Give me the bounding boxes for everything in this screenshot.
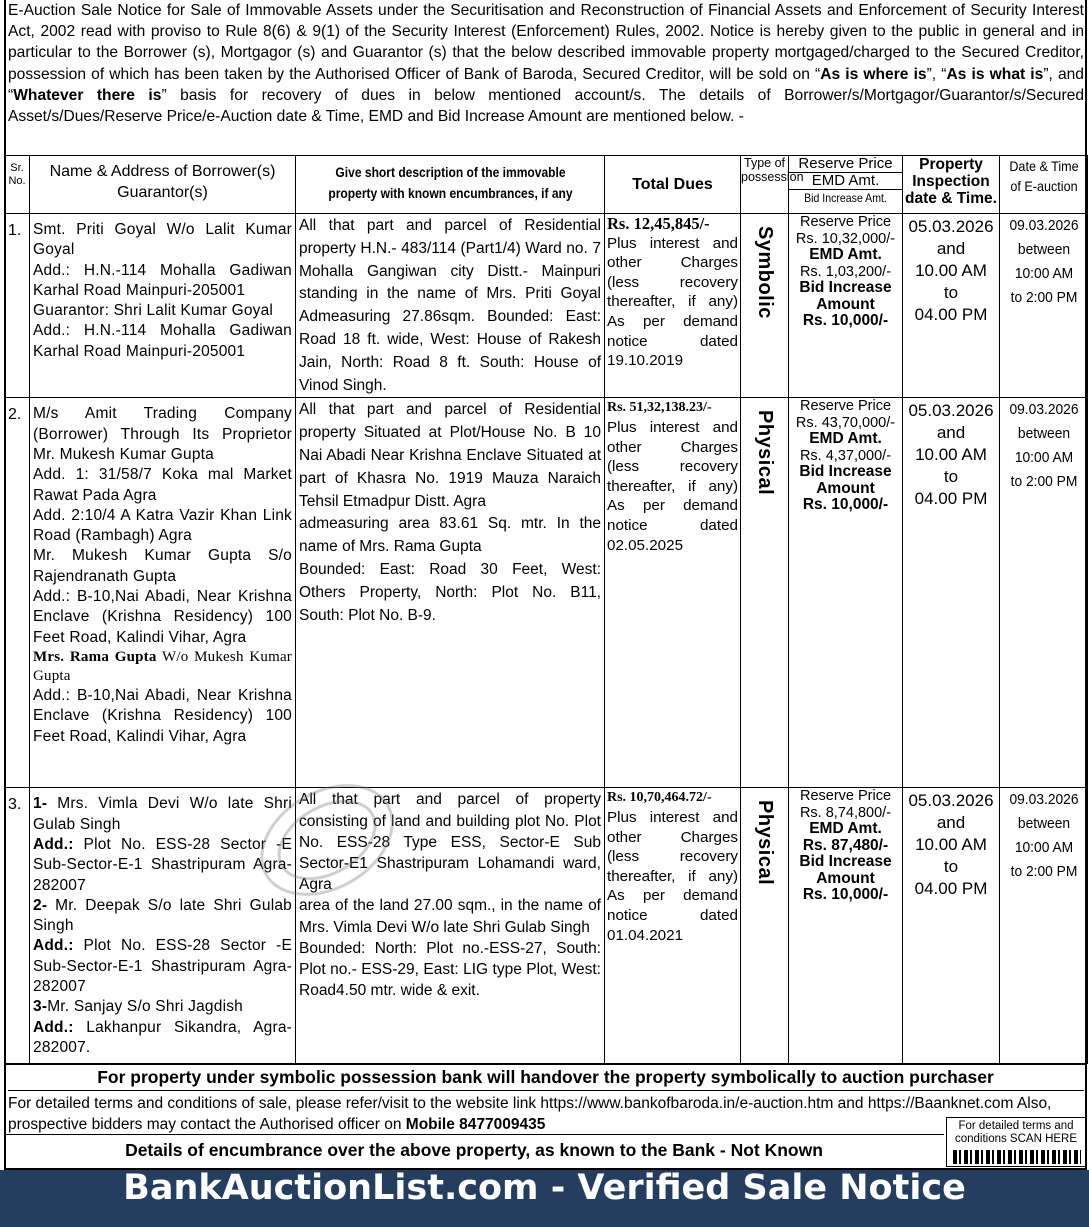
terms-text: For detailed terms and conditions of sale, please refer/visit to the website link https://www.bankofbaroda.in/e-auction.htm and https://Baanknet.com Also, prospective bidders may contact the Authorised officer on [8,1095,1052,1133]
contact-mobile: Mobile 8477009435 [405,1116,546,1133]
emd-value: Rs. 87,480/- [802,836,889,854]
header-total-dues: Total Dues [605,156,741,214]
insp-from: 10.00 AM [915,261,987,280]
row-inspection [903,214,1000,398]
row-auction-date [1003,398,1084,788]
insp-to: to [943,857,959,877]
reserve-value: Rs. 8,74,800/- [799,804,892,821]
borrower-1-name: Mrs. Vimla Devi W/o late Shri Gulab Singh [33,795,292,833]
dt-from: 10:00 AM [1014,265,1073,282]
borrower-3-num: 3- [33,998,48,1016]
insp-and: and [936,423,966,443]
emd-label: EMD Amt. [809,430,882,448]
borrower-2-num: 2- [33,896,48,914]
header-inspection: Property Inspection date & Time. [903,156,1000,214]
reserve-value: Rs. 10,32,000/- [795,230,896,247]
dues-amount: Rs. 10,70,464.72/- [607,790,712,806]
borrower-3-add-label: Add.: [33,1018,74,1036]
table-header-row [5,156,1088,214]
dues-amount: Rs. 12,45,845/- [607,214,710,233]
row-sr: 2. [5,398,30,788]
possession-type: Physical [754,800,776,886]
table-row [5,788,1088,1064]
bid-label: Bid Increase Amount [799,279,892,313]
dt-from: 10:00 AM [1014,839,1073,857]
qr-label: For detailed terms and conditions SCAN HERE [954,1120,1078,1145]
emd-label: EMD Amt. [809,820,882,838]
site-banner [0,1170,1089,1227]
insp-and: and [936,813,966,833]
emd-value: Rs. 4,37,000/- [799,447,892,464]
row-description: All that part and parcel of Residential property H.N.- 483/114 (Part1/4) Ward no. 7 Mohalla Gangiwan city Distt.- Mainpuri standing in the name of Mrs. Priti Goyal Admeasuring 27.86sqm. Bounded: East: Road 18 ft. wide, West: House of Rakesh Jain, North: Road 8 ft. South: House of Vinod Singh. [296,214,605,398]
dt-between: between [1017,241,1070,258]
row-borrower [30,398,296,788]
row-possession [741,398,789,788]
row-auction-date [1003,214,1084,398]
dt-between: between [1017,815,1070,833]
encumbrance-note: Details of encumbrance over the above property, as known to the Bank - Not Known [4,1134,944,1164]
borrower-address: Add.: B-10,Nai Abadi, Near Krishna Enclave (Krishna Residency) 100 Feet Road, Kalindi Vihar, Agra [33,686,292,745]
insp-from: 10.00 AM [915,445,987,465]
row-reserve [789,788,903,1064]
header-possession-type: Type of possession [741,156,789,214]
reserve-value: Rs. 43,70,000/- [795,414,896,431]
dues-text: Plus interest and other Charges (less recovery thereafter, if any) As per demand notice dated 02.05.2025 [607,418,738,554]
bid-label: Bid Increase Amount [799,853,892,887]
insp-and: and [936,239,966,258]
header-description: Give short description of the immovable property with known encumbrances, if any [317,156,583,214]
borrower-text: M/s Amit Trading Company (Borrower) Through Its Proprietor Mr. Mukesh Kumar Gupta Add. 1: 31/58/7 Koka mal Market Rawat Pada Agra Add. 2:10/4 A Katra Vazir Khan Link Road (Rambagh) Agra Mr. Mukesh Kumar Gupta S/o Rajendranath Gupta Add.: B-10,Nai Abadi, Near Krishna Enclave (Krishna Residency) 100 Feet Road, Kalindi Vihar, Agra [33,405,292,646]
insp-date: 05.03.2026 [908,401,994,421]
insp-date: 05.03.2026 [908,791,994,811]
row-reserve [789,214,903,398]
dt-date: 09.03.2026 [1008,791,1079,809]
row-possession [741,788,789,1064]
row-possession [741,214,789,398]
qr-code-icon [953,1150,1081,1164]
header-emd-label: EMD Amt. [789,173,902,190]
stamp-watermark [232,760,422,920]
dt-from: 10:00 AM [1014,449,1073,467]
reserve-label: Reserve Price [799,398,892,415]
row-dues [605,214,741,398]
intro-paragraph: E-Auction Sale Notice for Sale of Immovable Assets under the Securitisation and Reconstruction of Financial Assets and Enforcement of Security Interest Act, 2002 read with proviso to Rule 8(6) & 9(1) of the Security Interest (Enforcement) Rules, 2002. Notice is hereby given to the public in general and in particular to the Borrower (s), Mortgagor (s) and Guarantor (s) that the below described immovable property mortgaged/charged to the Secured Creditor, possession of which has been taken by the Authorised Officer of Bank of Baroda, Secured Creditor, will be sold on “As is where is”, “As is what is”, and “Whatever there is” basis for recovery of dues in below mentioned account/s. The details of Borrower/s/Mortgagor/Guarantor/s/Secured Asset/s/Dues/Reserve Price/e-Auction date & Time, EMD and Bid Increase Amount are mentioned below. - [8,2,1084,126]
row-borrower: Smt. Priti Goyal W/o Lalit Kumar Goyal Add.: H.N.-114 Mohalla Gadiwan Karhal Road Mainpuri-205001 Guarantor: Shri Lalit Kumar Goyal Add.: H.N.-114 Mohalla Gadiwan Karhal Road Mainpuri-205001 [30,214,296,398]
dt-to: to 2:00 PM [1010,473,1077,491]
borrower-2-address: Plot No. ESS-28 Sector -E Sub-Sector-E-1 Shastripuram Agra-282007 [33,937,292,996]
row-description: All that part and parcel of property consisting of land and building plot No. Plot No. ESS-28 Type ESS, Sector-E Sub Sector-E1 Shastripuram Lohamandi ward, Agra area of the land 27.00 sqm., in the name of Mrs. Vimla Devi W/o late Shri Gulab Singh Bounded: North: Plot no.-ESS-27, South: Plot no.- ESS-29, East: LIG type Plot, West: Road4.50 mtr. wide & exit. [296,788,605,1064]
borrower-name-bold: Mrs. Rama Gupta [33,648,157,665]
dt-to: to 2:00 PM [1010,863,1077,881]
header-sr: Sr. No. [5,156,30,214]
bid-label: Bid Increase Amount [799,463,892,497]
row-auction-date [1003,788,1084,1064]
symbolic-possession-note: For property under symbolic possession bank will handover the property symbolically to auction purchaser [4,1064,1087,1090]
reserve-label: Reserve Price [799,788,892,805]
emd-label: EMD Amt. [809,246,882,263]
row-sr: 3. [5,788,30,1064]
dt-date: 09.03.2026 [1008,401,1079,419]
insp-to: to [943,283,959,302]
borrower-3-address: Lakhanpur Sikandra, Agra-282007. [33,1018,292,1056]
header-reserve-price [789,156,903,214]
dues-text: Plus interest and other Charges (less recovery thereafter, if any) As per demand notice dated 01.04.2021 [607,808,738,944]
insp-from: 10.00 AM [915,835,987,855]
row-inspection [903,398,1000,788]
borrower-1-num: 1- [33,795,48,813]
terms-paragraph [8,1090,1084,1135]
row-reserve [789,398,903,788]
qr-box[interactable] [946,1117,1086,1167]
emd-value: Rs. 1,03,200/- [799,263,892,280]
possession-type: Symbolic [754,226,776,319]
borrower-2-add-label: Add.: [33,937,74,955]
table-row [5,214,1088,398]
dues-amount: Rs. 51,32,138.23/- [607,400,712,416]
header-auction-date: Date & Time of E-auction [1004,156,1083,214]
bid-value: Rs. 10,000/- [802,496,889,514]
auction-table [4,155,1088,1064]
header-rp-label: Reserve Price [789,156,902,173]
insp-date: 05.03.2026 [908,217,994,236]
insp-end: 04.00 PM [914,305,988,324]
insp-end: 04.00 PM [914,879,988,899]
row-dues [605,788,741,1064]
insp-end: 04.00 PM [914,489,988,509]
borrower-3-name: Mr. Sanjay S/o Shri Jagdish [47,998,243,1016]
row-description: All that part and parcel of Residential property Situated at Plot/House No. B 10 Nai Abadi Near Krishna Enclave Situated at part of Khasra No. 1919 Mauza Naraich Tehsil Etmadpur Distt. Agra admeasuring area 83.61 Sq. mtr. In the name of Mrs. Rama Gupta Bounded: East: Road 30 Feet, West: Others Property, North: Plot No. B11, South: Plot No. B-9. [296,398,605,788]
dt-between: between [1017,425,1070,443]
header-bid-label: Bid Increase Amt. [804,191,887,205]
reserve-label: Reserve Price [799,214,892,230]
borrower-2-name: Mr. Deepak S/o late Shri Gulab Singh [33,896,292,935]
borrower-1-add-label: Add.: [33,835,74,853]
table-row [5,398,1088,788]
header-name: Name & Address of Borrower(s) Guarantor(s) [30,156,296,214]
dt-date: 09.03.2026 [1008,217,1079,234]
borrower-name-rest: W/o Mukesh Kumar Gupta [33,648,292,684]
dues-text: Plus interest and other Charges (less recovery thereafter, if any) As per demand notice dated 19.10.2019 [607,234,738,370]
bid-value: Rs. 10,000/- [802,312,889,329]
dt-to: to 2:00 PM [1010,289,1077,306]
banner-text: BankAuctionList.com - Verified Sale Notice [123,1170,966,1208]
bid-value: Rs. 10,000/- [802,886,889,904]
row-dues [605,398,741,788]
row-sr: 1. [5,214,30,398]
row-inspection [903,788,1000,1064]
possession-type: Physical [754,410,776,496]
insp-to: to [943,467,959,487]
borrower-1-address: Plot No. ESS-28 Sector -E Sub-Sector-E-1 Shastripuram Agra-282007 [33,835,292,894]
